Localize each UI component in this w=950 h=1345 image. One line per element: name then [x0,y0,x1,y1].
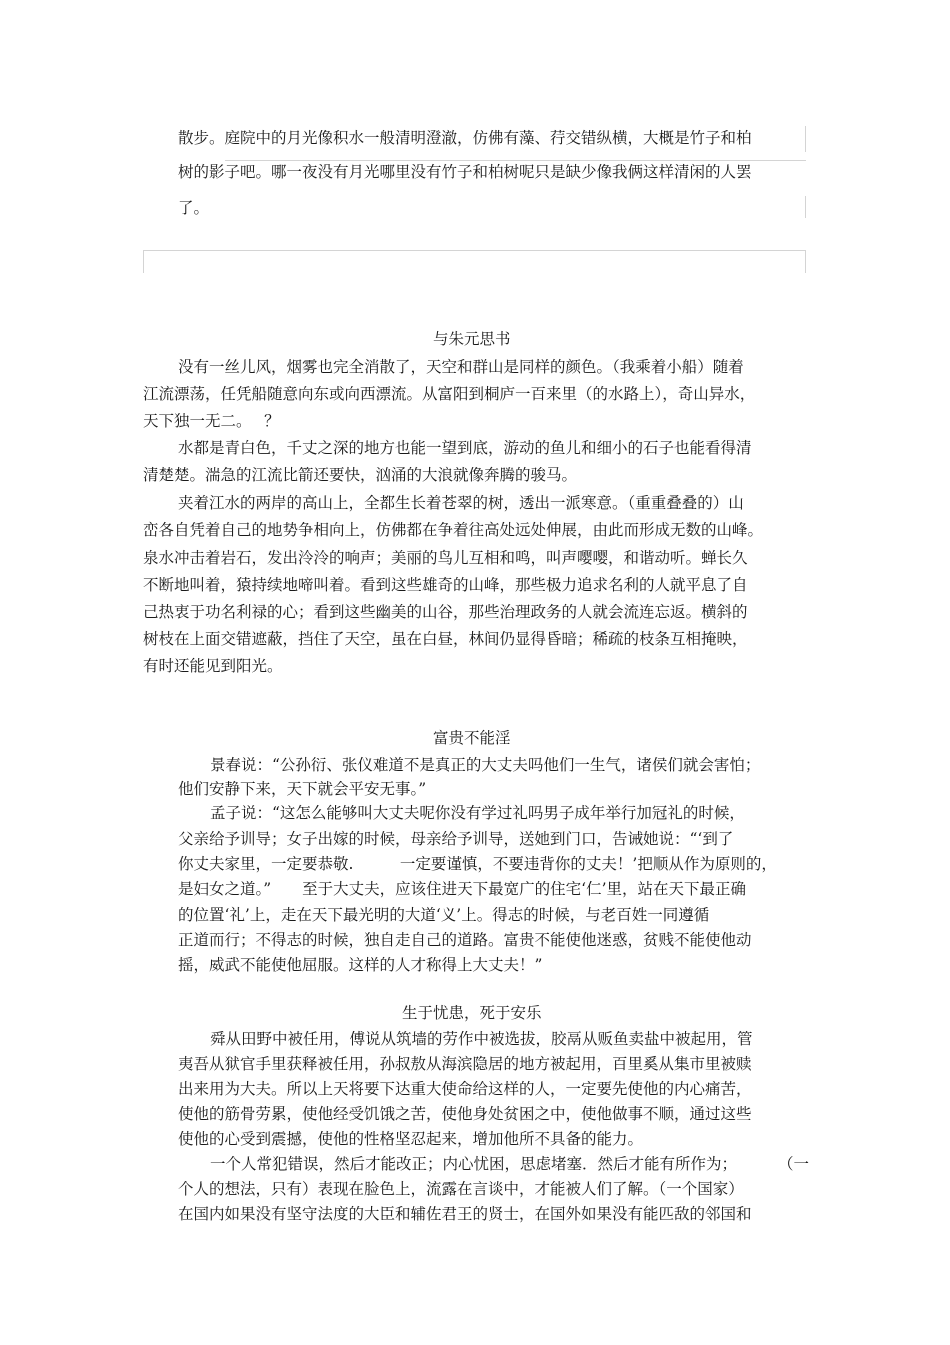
paragraph-line: 摇，威武不能使他屈服。这样的人才称得上大丈夫！” [178,956,543,974]
paragraph-line: 江流漂荡，任凭船随意向东或向西漂流。从富阳到桐庐一百来里（的水路上），奇山异水， [143,385,756,403]
paragraph-line: 树枝在上面交错遮蔽，挡住了天空，虽在白昼，林间仍显得昏暗；稀疏的枝条互相掩映， [143,630,748,648]
paragraph-line: 父亲给予训导；女子出嫁的时候，母亲给予训导，送她到门口，告诫她说：“‘到了 [178,830,734,848]
paragraph-line: 你丈夫家里，一定要恭敬. 一定要谨慎，不要违背你的丈夫！’把顺从作为原则的， [178,855,777,873]
paragraph-line: 个人的想法，只有）表现在脸色上，流露在言谈中，才能被人们了解。（一个国家） [178,1180,744,1198]
paragraph-line: 使他的筋骨劳累，使他经受饥饿之苦，使他身处贫困之中，使他做事不顺，通过这些 [178,1105,752,1123]
paragraph-line: 舜从田野中被任用，傅说从筑墙的劳作中被选拔，胶鬲从贩鱼卖盐中被起用，管 [210,1030,753,1048]
paragraph-line: 己热衷于功名利禄的心；看到这些幽美的山谷，那些治理政务的人就会流连忘返。横斜的 [143,603,748,621]
paragraph-line: 天下独一无二。 ？ [143,412,280,430]
paragraph-line: 树的影子吧。哪一夜没有月光哪里没有竹子和柏树呢只是缺少像我俩这样清闲的人罢 [178,163,752,181]
paragraph-line: 了。 [178,199,210,217]
paragraph-line: 水都是青白色，千丈之深的地方也能一望到底，游动的鱼儿和细小的石子也能看得清 [178,439,752,457]
paragraph-line: 使他的心受到震撼，使他的性格坚忍起来，增加他所不具备的能力。 [178,1130,644,1148]
paragraph-line: 是妇女之道。” 至于大丈夫，应该住进天下最宽广的住宅‘仁’里，站在天下最正确 [178,880,747,898]
paragraph-line: 孟子说：“这怎么能够叫大丈夫呢你没有学过礼吗男子成年举行加冠礼的时候， [210,804,745,822]
paragraph-line: 泉水冲击着岩石，发出泠泠的响声；美丽的鸟儿互相和鸣，叫声嘤嘤，和谐动听。蝉长久 [143,549,748,567]
paragraph-line: 散步。庭院中的月光像积水一般清明澄澈，仿佛有藻、荇交错纵横，大概是竹子和柏 [178,129,752,147]
paragraph-line: 夹着江水的两岸的高山上，全都生长着苍翠的树，透出一派寒意。（重重叠叠的）山 [178,494,744,512]
paragraph-line: 他们安静下来，天下就会平安无事。” [178,780,427,798]
table-border-right-2 [805,196,806,218]
paragraph-line: 正道而行；不得志的时候，独自走自己的道路。富贵不能使他迷惑，贫贱不能使他动 [178,931,752,949]
paragraph-line: 出来用为大夫。所以上天将要下达重大使命给这样的人，一定要先使他的内心痛苦， [178,1080,752,1098]
table-border-h-1 [225,160,806,161]
paragraph-line: 在国内如果没有坚守法度的大臣和辅佐君王的贤士，在国外如果没有能匹敌的邻国和 [178,1205,752,1223]
paragraph-line: 清楚楚。湍急的江流比箭还要快，汹涌的大浪就像奔腾的骏马。 [143,466,578,484]
table-border-left-3 [143,251,144,273]
paragraph-line: 的位置‘礼’上，走在天下最光明的大道‘义’上。得志的时候，与老百姓一同遵循 [178,906,710,924]
paragraph-line: 一个人常犯错误，然后才能改正；内心忧困，思虑堵塞．然后才能有所作为； [210,1155,738,1173]
table-border-right-1 [805,126,806,152]
paragraph-line: 夷吾从狱官手里获释被任用，孙叔敖从海滨隐居的地方被起用，百里奚从集市里被赎 [178,1055,752,1073]
paragraph-line: 景春说：“公孙衍、张仪难道不是真正的大丈夫吗他们一生气，诸侯们就会害怕； [210,756,761,774]
paragraph-line: 没有一丝儿风，烟雾也完全消散了，天空和群山是同样的颜色。（我乘着小船）随着 [178,358,744,376]
table-border-h-2 [143,250,806,251]
section-title: 与朱元思书 [433,330,511,348]
section-title: 生于忧患，死于安乐 [402,1004,542,1022]
table-border-right-3 [805,251,806,273]
paragraph-line: 峦各自凭着自己的地势争相向上，仿佛都在争着往高处远处伸展，由此而形成无数的山峰。 [143,521,764,539]
paragraph-line: （一 [778,1155,810,1173]
paragraph-line: 有时还能见到阳光。 [143,657,283,675]
section-title: 富贵不能淫 [433,729,511,747]
paragraph-line: 不断地叫着，猿持续地啼叫着。看到这些雄奇的山峰，那些极力追求名利的人就平息了自 [143,576,748,594]
